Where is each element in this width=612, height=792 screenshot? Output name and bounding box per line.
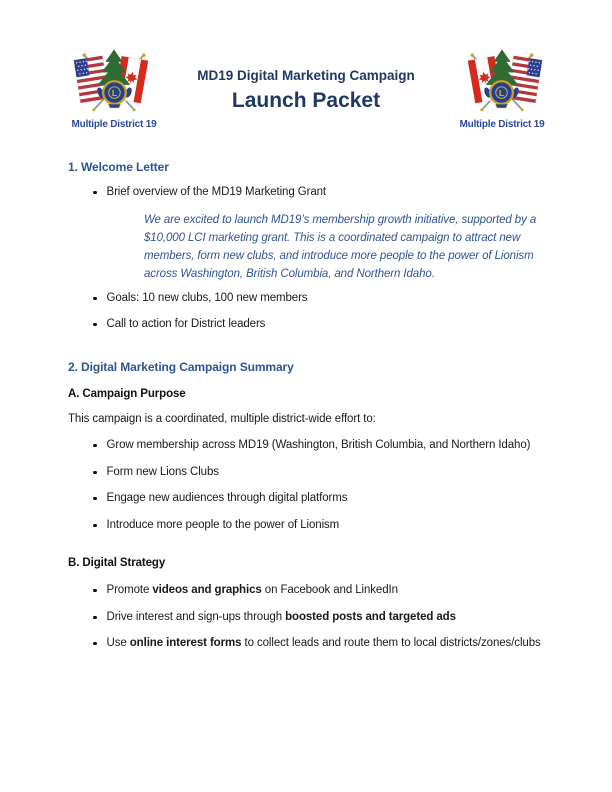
- bullet-text: Brief overview of the MD19 Marketing Grant: [106, 186, 327, 198]
- bullet-dot-icon: [93, 616, 97, 620]
- bullet-dot-icon: [93, 323, 97, 327]
- campaign-purpose-intro: This campaign is a coordinated, multiple district-wide effort to:: [68, 413, 376, 425]
- bullet-dot-icon: [93, 191, 97, 195]
- bullet-text-post: to collect leads and route them to local districts/zones/clubs: [241, 637, 541, 649]
- document-title: [0, 68, 612, 113]
- bullet-text: Introduce more people to the power of Lionism: [106, 519, 340, 531]
- bullet-text: [107, 583, 398, 598]
- purpose-bullet: [93, 465, 219, 480]
- grant-overview-quote: We are excited to launch MD19’s membership growth initiative, supported by a $10,000 LCI marketing grant. This is a coordinated campaign to attract new members, form new clubs, and introduce more people to the power of Lionism across Washington, British Columbia, and Northern Idaho.: [144, 214, 537, 280]
- strategy-bullet: [93, 636, 541, 651]
- bullet-dot-icon: [93, 297, 97, 301]
- bullet-text: [107, 636, 541, 651]
- bullet-text: Grow membership across MD19 (Washington, British Columbia, and Northern Idaho): [106, 439, 531, 451]
- bullet-text: Engage new audiences through digital platforms: [106, 492, 348, 504]
- strategy-bullet: [93, 583, 398, 598]
- bullet-text: Goals: 10 new clubs, 100 new members: [106, 292, 308, 304]
- logo-caption: Multiple District 19: [71, 119, 157, 130]
- purpose-bullet: [93, 491, 347, 506]
- bullet-call-to-action: [93, 317, 265, 332]
- emblem-letter: L: [111, 87, 118, 98]
- bullet-text-bold: online interest forms: [129, 637, 242, 649]
- purpose-bullet: [93, 518, 339, 533]
- bullet-dot-icon: [93, 524, 97, 528]
- digital-strategy-heading: B. Digital Strategy: [68, 557, 166, 569]
- bullet-dot-icon: [93, 444, 97, 448]
- bullet-text-pre: Promote: [106, 584, 153, 596]
- bullet-dot-icon: [93, 497, 97, 501]
- emblem-letter: L: [498, 87, 505, 98]
- logo-caption: Multiple District 19: [459, 119, 545, 130]
- purpose-bullet: [93, 438, 530, 453]
- bullet-text: Call to action for District leaders: [106, 318, 266, 330]
- bullet-text-pre: Use: [106, 637, 130, 649]
- bullet-text-pre: Drive interest and sign-ups through: [106, 611, 286, 623]
- bullet-goals: [93, 291, 307, 306]
- bullet-dot-icon: [93, 642, 97, 646]
- strategy-bullet: [93, 610, 456, 625]
- bullet-text: Form new Lions Clubs: [106, 466, 219, 478]
- campaign-purpose-heading: A. Campaign Purpose: [68, 388, 186, 400]
- bullet-text: [107, 610, 456, 625]
- bullet-overview: [93, 185, 326, 200]
- section-2-heading: 2. Digital Marketing Campaign Summary: [68, 360, 294, 374]
- bullet-text-post: on Facebook and LinkedIn: [261, 584, 398, 596]
- section-1-heading: 1. Welcome Letter: [68, 160, 169, 174]
- title-line-2: Launch Packet: [231, 89, 381, 112]
- bullet-dot-icon: [93, 589, 97, 593]
- bullet-dot-icon: [93, 471, 97, 475]
- title-line-1: MD19 Digital Marketing Campaign: [197, 68, 415, 83]
- bullet-text-bold: boosted posts and targeted ads: [285, 611, 456, 623]
- bullet-text-bold: videos and graphics: [152, 584, 262, 596]
